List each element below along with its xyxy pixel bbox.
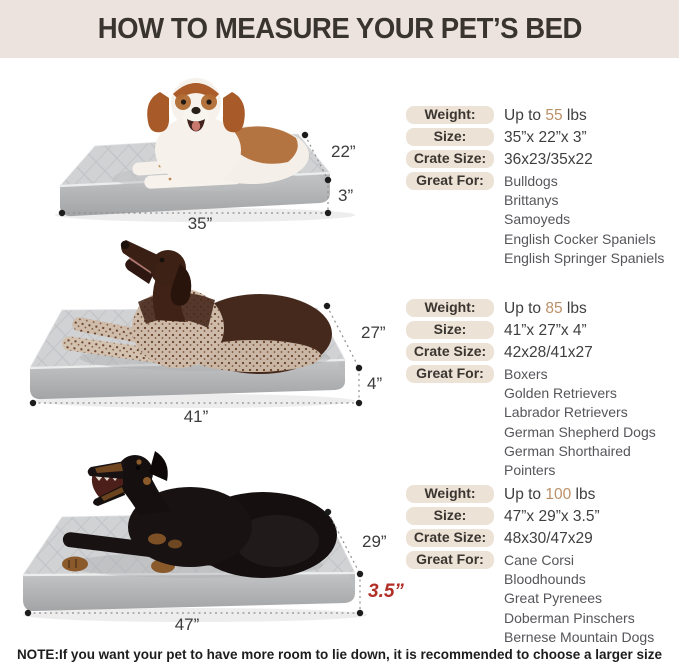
dimension-width-label: 22” xyxy=(331,142,356,161)
pointer-dog-on-bed-illustration xyxy=(10,228,400,428)
dimension-width-label: 27” xyxy=(361,323,386,342)
weight-unit: lbs xyxy=(562,300,587,317)
dimension-length-label: 35” xyxy=(187,214,213,233)
spec-panel-35in xyxy=(406,106,678,271)
doberman-dog-on-bed-illustration xyxy=(5,423,410,645)
size-row xyxy=(406,321,678,340)
dimension-length-label: 47” xyxy=(174,615,200,634)
size-label-chip: Size: xyxy=(406,507,494,525)
great-for-row xyxy=(406,365,678,480)
german-shorthaired-pointer-dog xyxy=(61,240,332,374)
bed-illustration-47in xyxy=(5,423,410,645)
weight-row xyxy=(406,485,678,504)
crate-size-label-chip: Crate Size: xyxy=(406,343,494,361)
size-value: 47”x 29”x 3.5” xyxy=(504,508,600,525)
breed-item: Labrador Retrievers xyxy=(504,404,628,421)
weight-prefix: Up to xyxy=(504,300,546,317)
dimension-length-label: 41” xyxy=(183,407,209,426)
weight-value xyxy=(504,299,587,318)
breed-item: Bulldogs xyxy=(504,173,558,189)
bed-illustration-41in xyxy=(10,228,400,428)
breed-item: English Cocker Spaniels xyxy=(504,230,656,247)
breed-item: Bernese Mountain Dogs xyxy=(504,628,655,645)
dimension-thickness-label: 3” xyxy=(338,186,354,205)
breed-item: English Springer Spaniels xyxy=(504,249,665,266)
crate-size-value: 48x30/47x29 xyxy=(504,530,593,547)
crate-size-value: 36x23/35x22 xyxy=(504,151,593,168)
weight-label-chip: Weight: xyxy=(406,485,494,503)
spec-panel-41in xyxy=(406,299,678,483)
crate-size-value: 42x28/41x27 xyxy=(504,344,593,361)
crate-size-label-chip: Crate Size: xyxy=(406,150,494,168)
breed-item: German Shorthaired Pointers xyxy=(504,442,631,479)
great-for-row xyxy=(406,172,678,268)
breed-item: Golden Retrievers xyxy=(504,385,617,402)
breed-item: Samoyeds xyxy=(504,211,571,228)
header-band xyxy=(0,0,679,58)
breed-item: Doberman Pinschers xyxy=(504,609,635,626)
doberman-pinscher-dog xyxy=(62,451,337,578)
weight-number: 55 xyxy=(545,107,563,124)
note-text: If you want your pet to have more room to lie down, it is recommended to choose a larger size xyxy=(58,647,663,662)
weight-label-chip: Weight: xyxy=(406,106,494,124)
bottom-note xyxy=(0,647,679,662)
dimension-thickness-label: 4” xyxy=(367,374,383,393)
note-label: NOTE: xyxy=(16,647,59,662)
breed-item: German Shepherd Dogs xyxy=(504,423,656,440)
spec-panel-47in xyxy=(406,485,678,650)
breed-list xyxy=(504,172,664,268)
size-label-chip: Size: xyxy=(406,321,494,339)
dimension-thickness-label-highlight: 3.5” xyxy=(368,581,404,602)
weight-row xyxy=(406,299,678,318)
weight-number: 100 xyxy=(545,486,572,503)
weight-value xyxy=(504,485,595,504)
size-row xyxy=(406,128,678,147)
size-row xyxy=(406,507,678,526)
crate-size-row xyxy=(406,343,678,362)
brittany-dog xyxy=(113,78,309,191)
size-value: 41”x 27”x 4” xyxy=(504,322,587,339)
weight-value xyxy=(504,106,587,125)
weight-prefix: Up to xyxy=(504,107,546,124)
crate-size-row xyxy=(406,150,678,169)
size-value: 35”x 22”x 3” xyxy=(504,129,587,146)
weight-row xyxy=(406,106,678,125)
great-for-label-chip: Great For: xyxy=(406,551,494,569)
dimension-width-label: 29” xyxy=(362,532,387,551)
great-for-row xyxy=(406,551,678,647)
great-for-label-chip: Great For: xyxy=(406,172,494,190)
crate-size-row xyxy=(406,529,678,548)
breed-list xyxy=(504,551,654,647)
page-title: HOW TO MEASURE YOUR PET’S BED xyxy=(97,12,582,45)
weight-unit: lbs xyxy=(571,486,596,503)
weight-number: 85 xyxy=(545,300,563,317)
breed-list xyxy=(504,365,678,480)
crate-size-label-chip: Crate Size: xyxy=(406,529,494,547)
breed-item: Cane Corsi xyxy=(504,552,575,568)
breed-item: Boxers xyxy=(504,366,548,382)
breed-item: Bloodhounds xyxy=(504,571,586,588)
breed-item: Brittanys xyxy=(504,192,559,209)
size-label-chip: Size: xyxy=(406,128,494,146)
great-for-label-chip: Great For: xyxy=(406,365,494,383)
breed-item: Great Pyrenees xyxy=(504,590,603,607)
weight-unit: lbs xyxy=(562,107,587,124)
weight-prefix: Up to xyxy=(504,486,546,503)
bed-illustration-35in xyxy=(20,58,400,233)
weight-label-chip: Weight: xyxy=(406,299,494,317)
